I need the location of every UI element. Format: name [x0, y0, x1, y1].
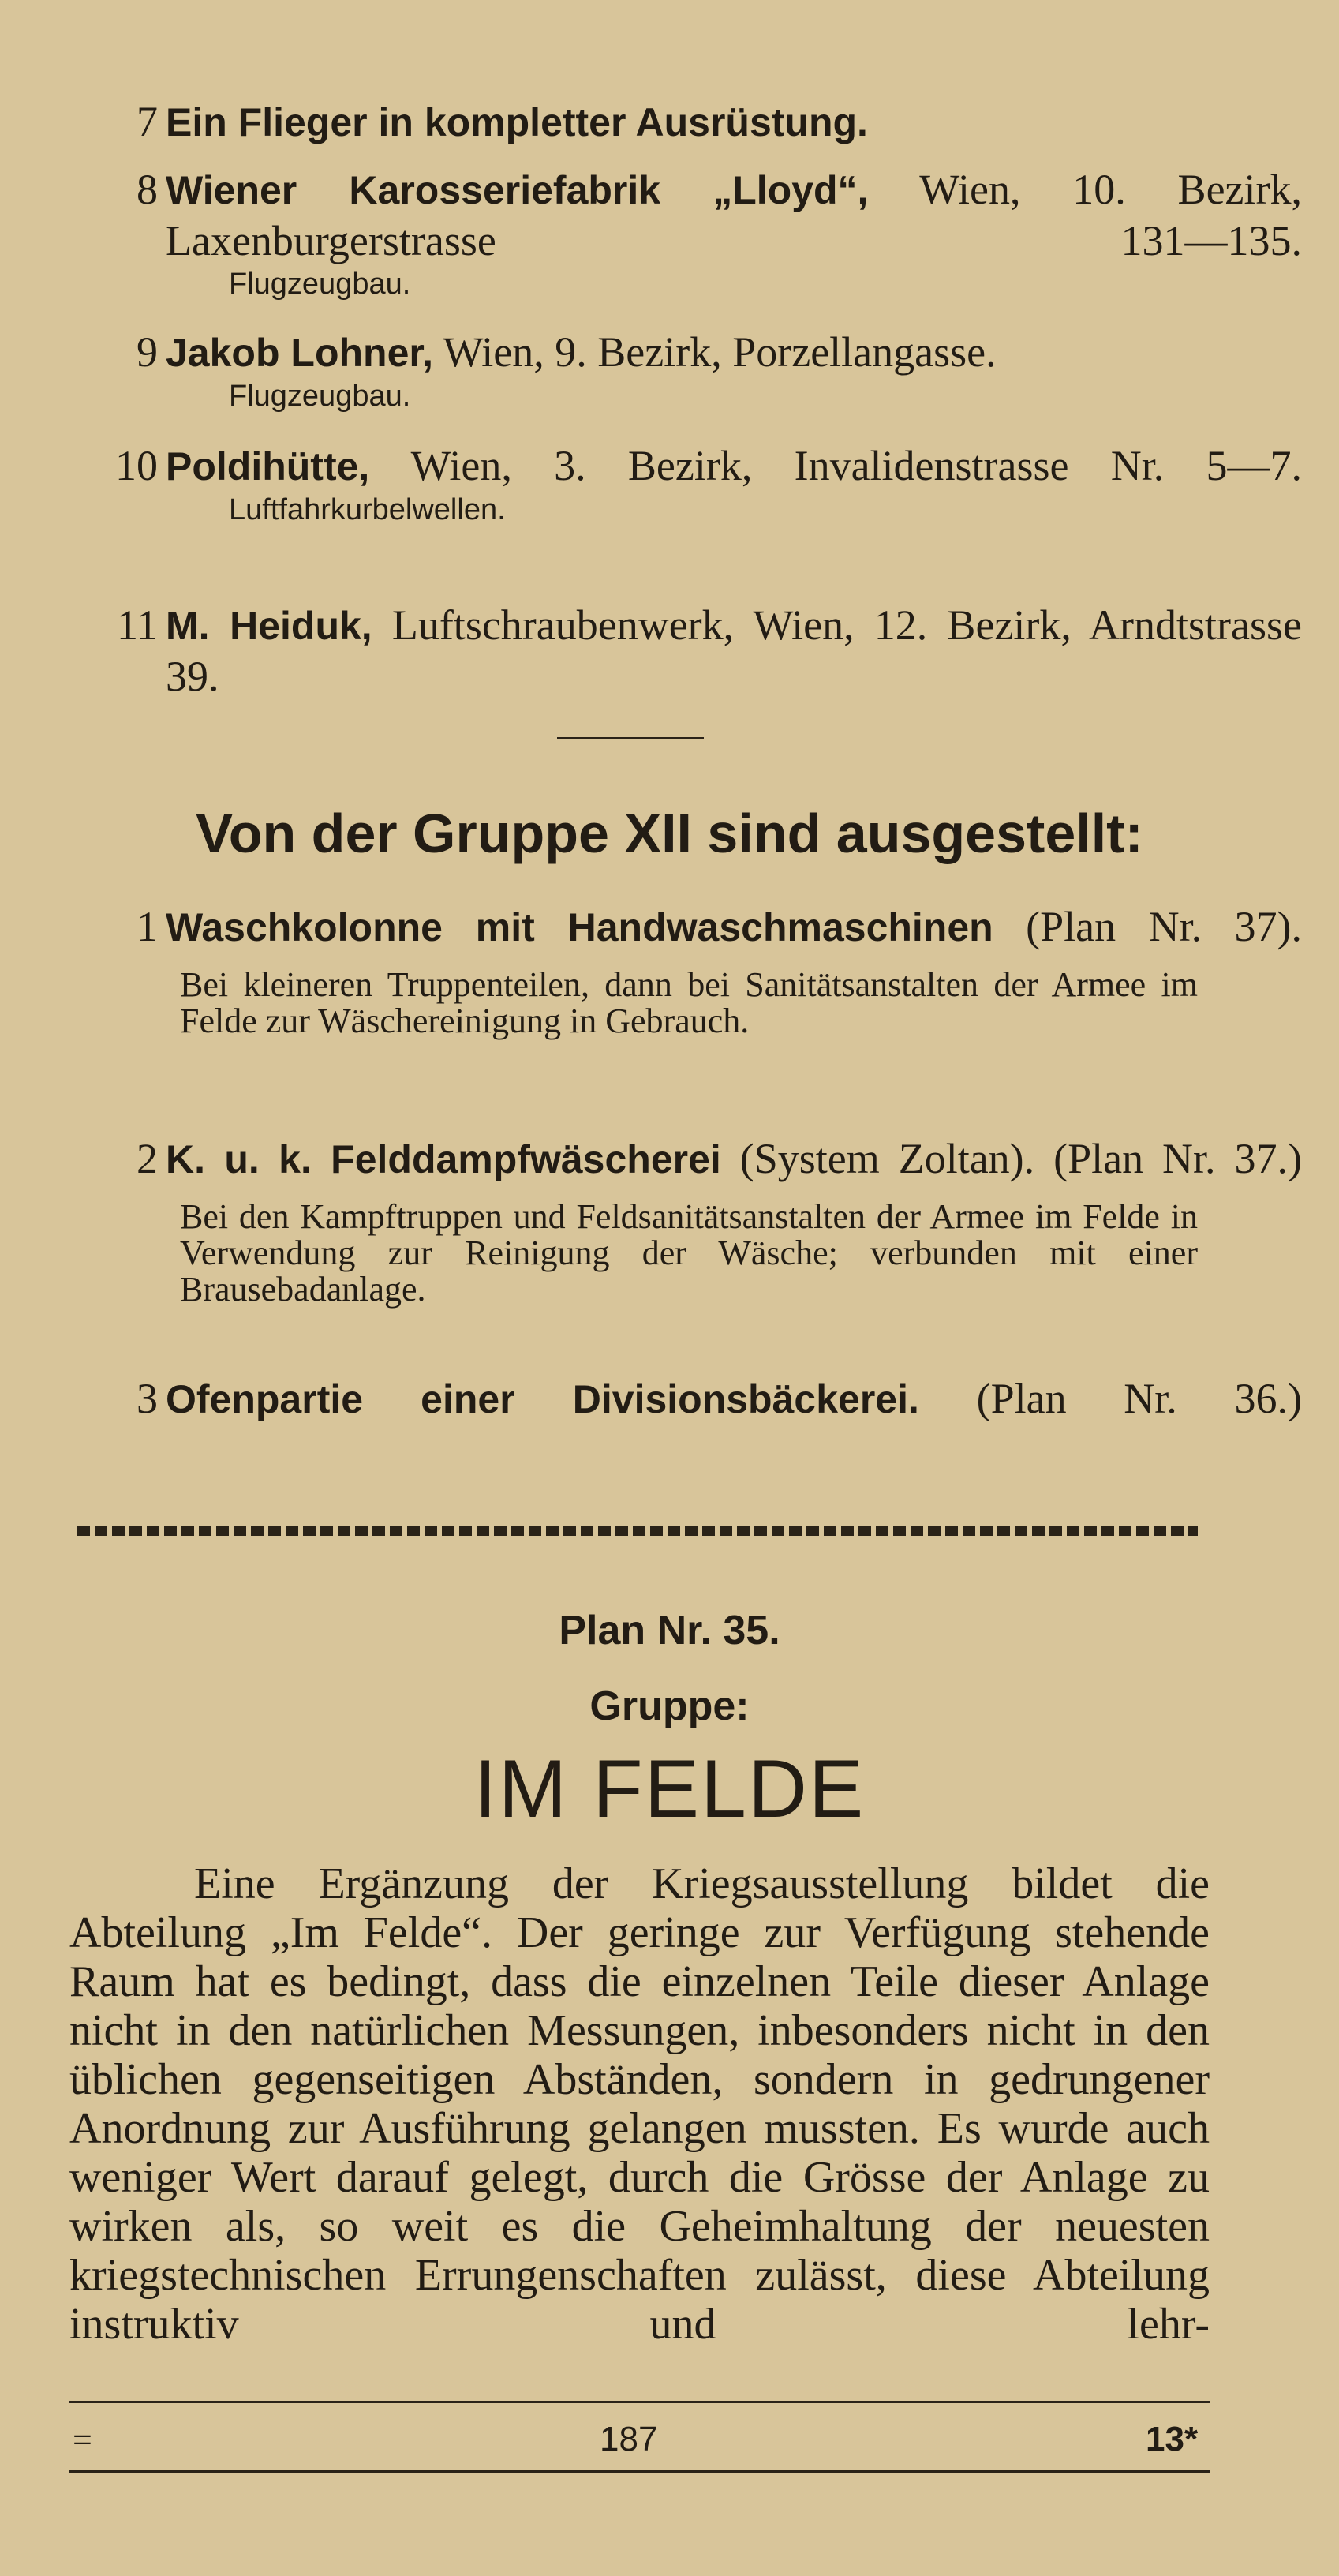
dotted-divider — [77, 1526, 1198, 1536]
footer-rule-top — [69, 2401, 1210, 2403]
item-text: (System Zoltan). (Plan Nr. 37.) — [720, 1135, 1302, 1182]
item-number: 11 — [117, 601, 158, 649]
footer-dash: = — [73, 2421, 92, 2459]
list-item — [103, 164, 1302, 302]
list-item — [103, 600, 1302, 702]
group-heading: Von der Gruppe XII sind ausgestellt: — [196, 803, 1143, 864]
item-text: Luftschraubenwerk, Wien, 12. Bezirk, Arndtstrasse 39. — [166, 601, 1302, 700]
gruppe-label: Gruppe: — [589, 1683, 750, 1729]
list-item — [103, 901, 1303, 1040]
item-text: Wien, 9. Bezirk, Porzellangasse. — [432, 328, 997, 376]
item-subtitle: Luftfahrkurbelwellen. — [229, 493, 506, 526]
item-number: 2 — [137, 1135, 158, 1182]
item-number: 9 — [137, 328, 158, 376]
item-title: Poldihütte, — [166, 444, 370, 489]
item-title: K. u. k. Felddampfwäscherei — [166, 1137, 721, 1181]
item-subtitle: Flugzeugbau. — [229, 380, 411, 413]
section-divider — [557, 737, 704, 739]
item-text: Wien, 10. Bezirk, Laxenburgerstrasse 131—135. — [166, 166, 1302, 264]
sheet-signature: 13* — [1146, 2420, 1199, 2458]
body-paragraph: Eine Ergänzung der Kriegsausstellung bildet die Abteilung „Im Felde“. Der geringe zur Verfügung stehende Raum hat es bedingt, dass die einzelnen Teile dieser Anlage nicht in den natürlichen Messungen, inbesonders nicht in den üblichen gegenseitigen Abständen, sondern in gedrungener Anordnung zur Ausführung gelangen mussten. Es wurde auch weniger Wert darauf gelegt, durch die Grösse der Anlage zu wirken als, so weit es die Geheimhaltung der neuesten kriegstechnischen Errungenschaften zulässt, diese Abteilung instruktiv und lehr- — [69, 1859, 1210, 2349]
item-title: M. Heiduk, — [166, 604, 372, 648]
item-subtitle: Flugzeugbau. — [229, 268, 411, 301]
section-title: IM FELDE — [473, 1743, 866, 1835]
item-number: 7 — [137, 98, 158, 145]
list-item — [103, 1373, 1303, 1425]
item-title: Wiener Karosseriefabrik „Lloyd“, — [166, 168, 869, 212]
item-description: Bei den Kampftruppen und Feldsanitätsanstalten der Armee im Felde in Verwendung zur Reinigung der Wäsche; verbunden mit einer Brausebadanlage. — [180, 1197, 1198, 1309]
list-item — [103, 96, 1207, 148]
item-title: Waschkolonne mit Handwaschmaschinen — [166, 905, 993, 949]
item-text: (Plan Nr. 36.) — [918, 1375, 1303, 1422]
item-description: Bei kleineren Truppenteilen, dann bei Sanitätsanstalten der Armee im Felde zur Wäschereinigung in Gebrauch. — [180, 965, 1198, 1040]
item-number: 10 — [115, 442, 158, 489]
item-title: Jakob Lohner, — [166, 331, 433, 375]
item-text: Wien, 3. Bezirk, Invalidenstrasse Nr. 5—7. — [369, 442, 1302, 489]
list-item — [103, 440, 1302, 528]
footer-rule-bottom — [69, 2470, 1210, 2473]
item-text: (Plan Nr. 37). — [993, 903, 1303, 950]
item-number: 1 — [137, 903, 158, 950]
list-item — [103, 327, 1207, 414]
item-title: Ofenpartie einer Divisionsbäckerei. — [166, 1377, 919, 1421]
list-item — [103, 1133, 1302, 1309]
item-number: 3 — [137, 1375, 158, 1422]
item-number: 8 — [137, 166, 158, 213]
plan-label: Plan Nr. 35. — [559, 1608, 780, 1653]
item-title: Ein Flieger in kompletter Ausrüstung. — [166, 100, 868, 144]
page-number: 187 — [600, 2420, 658, 2458]
